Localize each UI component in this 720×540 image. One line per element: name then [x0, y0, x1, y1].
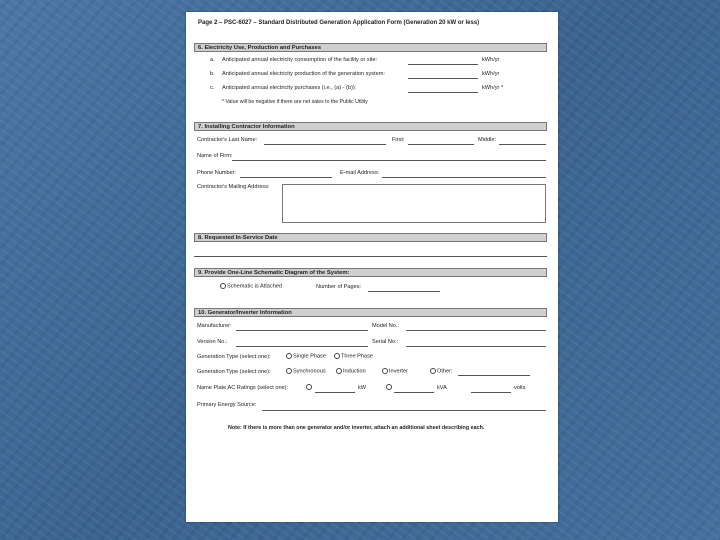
- last-name-field[interactable]: [264, 144, 386, 145]
- gen-type-1-label: Generation Type (select one):: [197, 354, 271, 360]
- three-phase-option[interactable]: [334, 353, 373, 359]
- induction-label: Induction: [343, 368, 366, 375]
- kva-label: kVA: [437, 385, 447, 391]
- attached-checkbox[interactable]: [220, 283, 226, 289]
- item-b-label: Anticipated annual electricity production of the generation system:: [222, 71, 385, 77]
- volts-field[interactable]: [471, 392, 511, 393]
- section-8-header: 8. Requested In-Service Date: [194, 233, 547, 242]
- in-service-date-field[interactable]: [194, 256, 547, 257]
- other-label: Other:: [437, 368, 453, 375]
- schematic-attached-option[interactable]: [220, 283, 282, 289]
- email-field[interactable]: [382, 177, 546, 178]
- nameplate-label: Name Plate AC Ratings (select one):: [197, 385, 289, 391]
- kw-label: kW: [358, 385, 367, 391]
- generator-note: Note: If there is more than one generator and/or inverter, attach an additional sheet describing each.: [228, 425, 485, 431]
- manufacturer-field[interactable]: [236, 330, 368, 331]
- version-label: Version No.:: [197, 339, 228, 345]
- version-field[interactable]: [236, 346, 368, 347]
- address-label: Contractor's Mailing Address:: [197, 184, 270, 190]
- inverter-radio[interactable]: [382, 368, 388, 374]
- address-field[interactable]: [282, 184, 546, 223]
- energy-source-label: Primary Energy Source:: [197, 402, 257, 408]
- middle-label: Middle:: [478, 137, 497, 143]
- induction-option[interactable]: [336, 368, 366, 374]
- three-phase-radio[interactable]: [334, 353, 340, 359]
- form-title: Page 2 – PSC-6027 – Standard Distributed Generation Application Form (Generation 20 kW or less): [198, 20, 480, 26]
- serial-field[interactable]: [406, 346, 546, 347]
- energy-source-field[interactable]: [262, 410, 546, 411]
- synchronous-label: Synchronous: [293, 368, 326, 375]
- synchronous-option[interactable]: [286, 368, 326, 374]
- model-label: Model No.:: [372, 323, 400, 329]
- first-name-field[interactable]: [408, 144, 474, 145]
- other-option[interactable]: [430, 368, 453, 374]
- kw-field[interactable]: [315, 392, 355, 393]
- other-field[interactable]: [458, 375, 530, 376]
- single-phase-radio[interactable]: [286, 353, 292, 359]
- volts-label: volts: [514, 385, 526, 391]
- item-b-unit: kWh/yr: [482, 71, 500, 77]
- kw-option[interactable]: [306, 384, 313, 390]
- firm-label: Name of Firm:: [197, 153, 233, 159]
- item-b-letter: b.: [210, 71, 215, 77]
- gen-type-2-label: Generation Type (select one):: [197, 369, 271, 375]
- induction-radio[interactable]: [336, 368, 342, 374]
- manufacturer-label: Manufacturer:: [197, 323, 232, 329]
- section-6-header: 6. Electricity Use, Production and Purchases: [194, 43, 547, 52]
- email-label: E-mail Address:: [340, 170, 380, 176]
- item-a-letter: a.: [210, 57, 215, 63]
- last-name-label: Contractor's Last Name:: [197, 137, 258, 143]
- inverter-label: Inverter: [389, 368, 408, 375]
- model-field[interactable]: [406, 330, 546, 331]
- item-c-label: Anticipated annual electricity purchases (i.e., (a) - (b)):: [222, 85, 357, 91]
- other-radio[interactable]: [430, 368, 436, 374]
- three-phase-label: Three Phase: [341, 353, 374, 360]
- form-page: [186, 12, 558, 522]
- middle-name-field[interactable]: [499, 144, 546, 145]
- consumption-field[interactable]: [408, 64, 478, 65]
- footnote: * Value will be negative if there are net sales to the Public Utility: [222, 99, 368, 105]
- serial-label: Serial No.:: [372, 339, 399, 345]
- section-10-header: 10. Generator/Inverter Information: [194, 308, 547, 317]
- phone-label: Phone Number:: [197, 170, 237, 176]
- item-c-letter: c.: [210, 85, 215, 91]
- kw-radio[interactable]: [306, 384, 312, 390]
- item-a-label: Anticipated annual electricity consumption of the facility or site:: [222, 57, 378, 63]
- firm-field[interactable]: [232, 160, 546, 161]
- kva-field[interactable]: [394, 392, 434, 393]
- purchases-field[interactable]: [408, 92, 478, 93]
- inverter-option[interactable]: [382, 368, 408, 374]
- pages-label: Number of Pages:: [316, 284, 362, 290]
- section-9-header: 9. Provide One-Line Schematic Diagram of the System:: [194, 268, 547, 277]
- kva-radio[interactable]: [386, 384, 392, 390]
- phone-field[interactable]: [240, 177, 332, 178]
- first-label: First:: [392, 137, 405, 143]
- item-c-unit: kWh/yr *: [482, 85, 504, 91]
- synchronous-radio[interactable]: [286, 368, 292, 374]
- production-field[interactable]: [408, 78, 478, 79]
- kva-option[interactable]: [386, 384, 393, 390]
- item-a-unit: kWh/yr: [482, 57, 500, 63]
- attached-label: Schematic is Attached: [227, 283, 283, 290]
- pages-field[interactable]: [368, 291, 440, 292]
- section-7-header: 7. Installing Contractor Information: [194, 122, 547, 131]
- single-phase-label: Single Phase: [293, 353, 326, 360]
- single-phase-option[interactable]: [286, 353, 326, 359]
